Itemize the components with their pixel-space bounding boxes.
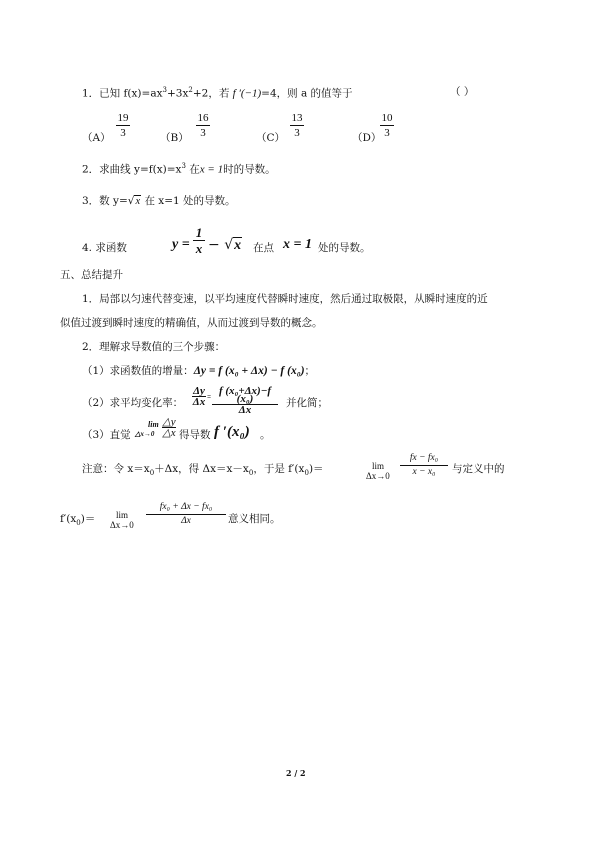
note-line-1-prefix (82, 464, 324, 477)
q1-mid1: +3x (166, 87, 189, 100)
q1-option-d-label: （D） (352, 132, 382, 144)
q1-option-c-num: 13 (291, 112, 303, 124)
sqrt-sign-icon: √ (224, 237, 234, 253)
q1-option-c-label: （C） (256, 132, 286, 144)
q1-option-b-den: 3 (200, 127, 206, 139)
q1-option-a-label: （A） (82, 132, 111, 144)
fraction-bar (380, 125, 394, 126)
note2-prefix: f′(x (60, 513, 77, 525)
q3-prefix: 3．数 y= (82, 195, 128, 207)
step3-suffix: 。 (260, 429, 271, 441)
note-num: fx − fx₀ (409, 453, 439, 463)
q1-option-d-den: 3 (384, 127, 390, 139)
fraction-bar (116, 125, 130, 126)
step3-mid: 得导数 (179, 429, 211, 441)
q1-option-b-num: 16 (197, 112, 209, 124)
note-sub0-b: 0 (248, 469, 254, 478)
note-mid2: ，于是 f′(x (253, 463, 305, 475)
step3-fraction (162, 418, 176, 437)
summary-2-title: 2．理解求导数值的三个步骤： (82, 341, 226, 353)
q4-radicand: x (234, 238, 242, 253)
q1-fprime: f ′(−1) (232, 87, 262, 100)
question-2 (82, 163, 276, 176)
note-fraction (400, 453, 448, 478)
step1-prefix: （1）求函数值的增量： (82, 365, 194, 377)
q2-suffix: 时的导数。 (223, 163, 276, 176)
q2-expr: x = 1 (199, 163, 224, 176)
q4-num: 1 (195, 225, 203, 240)
step2-num2: f (x₀+Δx)−f (x₀) (218, 385, 272, 405)
step2-num: Δy (193, 385, 205, 397)
note-prefix: 注意：令 x＝x (82, 463, 150, 475)
step2-den2: Δx (238, 404, 252, 416)
note2-lim: lim (116, 510, 129, 520)
question-1 (82, 87, 353, 100)
question-3 (82, 196, 236, 208)
step2-fraction-1 (192, 387, 206, 406)
q1-option-b-fraction (196, 112, 210, 139)
q1-exp3: 3 (162, 86, 167, 94)
q3-radicand: x (135, 196, 141, 207)
q1-prefix: 1．已知 f(x)=ax (82, 87, 163, 100)
note-mid1: ＋Δx，得 Δx＝x－x (154, 463, 249, 475)
step1-expr: Δy = f (x₀ + Δx) − f (x₀) (193, 365, 305, 377)
note2-sub0: 0 (76, 519, 81, 528)
q4-fraction (193, 226, 205, 255)
step3-lim-sub: △x→0 (135, 430, 155, 438)
note-lim: lim (372, 461, 385, 471)
q4-sqrt (224, 238, 242, 253)
step-1 (82, 366, 315, 378)
fraction-bar (400, 465, 448, 466)
step-2-prefix: （2）求平均变化率： (82, 397, 184, 409)
q3-suffix: 在 x=1 处的导数。 (144, 195, 236, 207)
q1-option-a-fraction (116, 112, 130, 139)
step3-num: △y (162, 416, 176, 428)
q4-minus: − (208, 237, 220, 253)
q1-exp2: 2 (188, 86, 193, 94)
step1-suffix: ； (304, 365, 316, 377)
note-mid3: )＝ (308, 463, 324, 475)
q1-option-a-den: 3 (120, 127, 126, 139)
q1-option-b-label: （B） (160, 132, 189, 144)
q1-option-c-den: 3 (294, 127, 300, 139)
q4-sqrt-term (208, 238, 242, 253)
q1-option-d-num: 10 (381, 112, 393, 124)
note2-den: Δx (181, 516, 191, 526)
q2-exp: 3 (181, 162, 186, 170)
step2-suffix: 并化简； (286, 397, 328, 409)
page-number: 2 / 2 (286, 768, 306, 778)
q4-mid: 在点 (253, 242, 274, 254)
note2-fraction (146, 502, 226, 527)
q1-option-a-num: 19 (117, 112, 129, 124)
q1-option-c-fraction (290, 112, 304, 139)
note2-mid: )＝ (80, 513, 96, 525)
q3-sqrt (128, 196, 141, 208)
summary-1-line-1: 1．局部以匀速代替变速，以平均速度代替瞬时速度，然后通过取极限，从瞬时速度的近 (82, 293, 488, 305)
q4-lhs: y = (172, 237, 190, 252)
note2-lim-sub: Δx→0 (110, 520, 134, 530)
step3-expr: f ′(x₀) (214, 424, 250, 440)
q1-option-d-fraction (380, 112, 394, 139)
q2-mid: 在 (185, 163, 200, 176)
section-title: 五、总结提升 (60, 269, 123, 281)
q4-den: x (195, 241, 203, 256)
q4-expr: x = 1 (283, 237, 312, 252)
step2-den: Δx (192, 396, 206, 408)
note2-num: fx₀ + Δx − fx₀ (159, 502, 213, 512)
q1-mid2: +2，若 (192, 87, 230, 100)
note-den: x − x₀ (412, 467, 436, 477)
q4-suffix: 处的导数。 (318, 242, 371, 254)
step2-eq: = (207, 393, 211, 401)
note-suffix: 与定义中的 (452, 463, 505, 475)
note-line-2-prefix (60, 514, 95, 527)
q1-answer-paren: （ ） (450, 86, 475, 98)
fraction-bar (146, 514, 226, 515)
note-sub0-a: 0 (149, 469, 155, 478)
step3-lim: lim (148, 420, 159, 429)
fraction-bar (196, 125, 210, 126)
note2-suffix: 意义相同。 (228, 513, 281, 525)
note-sub0-c: 0 (304, 469, 309, 478)
question-4-prefix: 4. 求函数 (82, 242, 127, 254)
q1-mid3: =4，则 a 的值等于 (261, 87, 353, 100)
q2-prefix: 2．求曲线 y=f(x)=x (82, 163, 182, 176)
step-3-prefix: （3）直觉 (82, 429, 131, 441)
fraction-bar (290, 125, 304, 126)
summary-1-line-2: 似值过渡到瞬时速度的精确值，从而过渡到导数的概念。 (60, 317, 323, 329)
sqrt-sign-icon: √ (127, 195, 135, 207)
note-lim-sub: Δx→0 (366, 471, 390, 481)
step2-fraction-2 (212, 387, 278, 414)
step3-den: △x (162, 427, 176, 439)
